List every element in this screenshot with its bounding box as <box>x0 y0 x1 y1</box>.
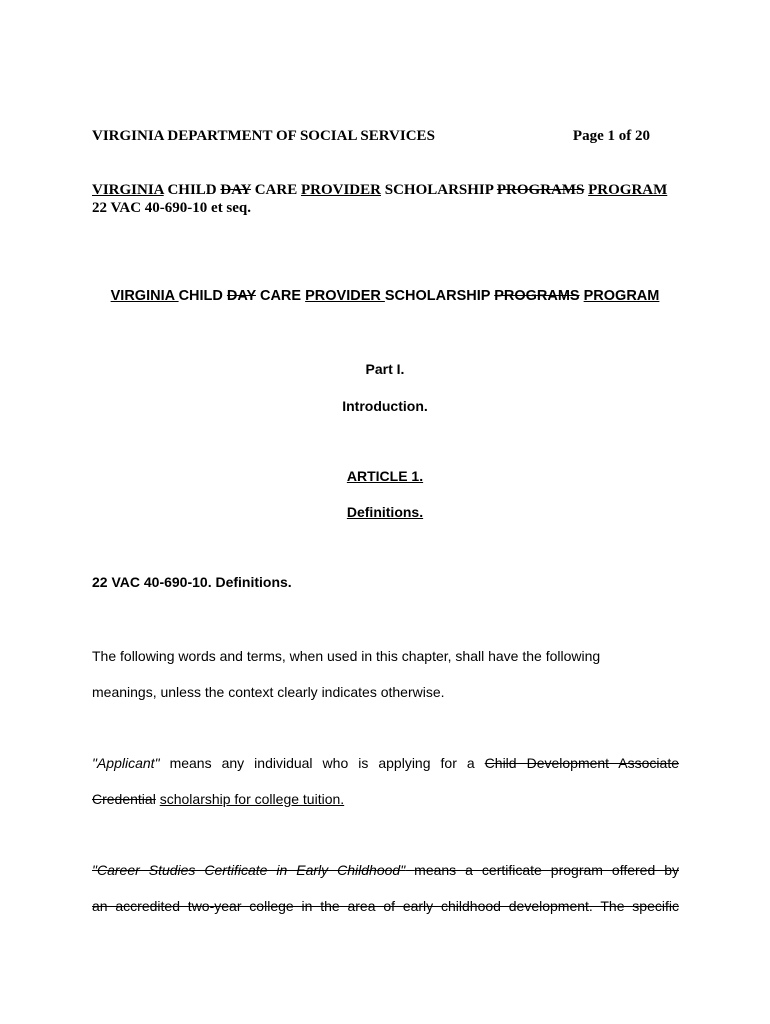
title-word-struck: PROGRAMS <box>496 182 585 198</box>
struck-text: Child Development Associate <box>484 755 680 771</box>
article-name <box>0 504 770 520</box>
article-name-text: Definitions. <box>346 504 424 520</box>
title-word-added: PROGRAM <box>588 182 668 198</box>
page-header <box>92 128 650 145</box>
added-text: scholarship for college tuition. <box>159 791 345 807</box>
article-label <box>0 468 770 484</box>
document-title <box>92 181 667 217</box>
title-word: SCHOLARSHIP <box>384 182 494 198</box>
section-title-word-added: PROVIDER <box>305 288 385 304</box>
definition-applicant <box>92 745 679 817</box>
section-heading: 22 VAC 40-690-10. Definitions. <box>92 574 292 590</box>
article-label-text: ARTICLE 1. <box>346 468 424 484</box>
definition-line <box>92 852 679 888</box>
document-title-line <box>92 181 667 199</box>
intro-paragraph <box>92 638 679 710</box>
section-title-word-struck: DAY <box>226 288 256 304</box>
definition-line <box>92 745 679 781</box>
section-title-word: SCHOLARSHIP <box>384 288 491 304</box>
title-word-added: VIRGINIA <box>92 182 164 198</box>
intro-line: meanings, unless the context clearly indicates otherwise. <box>92 684 445 700</box>
definition-line: an accredited two-year college in the area of early childhood development. The specific <box>92 898 679 914</box>
section-title-word-struck: PROGRAMS <box>494 288 580 304</box>
section-title-word: CHILD <box>178 288 223 304</box>
intro-line: The following words and terms, when used in this chapter, shall have the following <box>92 648 601 664</box>
title-word-added: PROVIDER <box>300 182 381 198</box>
page-number: Page 1 of 20 <box>572 128 650 144</box>
part-name: Introduction. <box>342 398 428 414</box>
title-word: CHILD <box>167 182 217 198</box>
section-title <box>0 288 770 304</box>
definition-career-studies <box>92 852 679 924</box>
title-word: CARE <box>254 182 298 198</box>
defined-term: "Career Studies Certificate in Early Childhood" <box>92 862 406 878</box>
definition-text: means a certificate program offered by <box>414 862 679 878</box>
definition-line <box>92 781 679 817</box>
title-word-struck: DAY <box>220 182 251 198</box>
defined-term: "Applicant" <box>92 755 160 771</box>
section-title-word-added: PROGRAM <box>583 288 660 304</box>
struck-text: Credential <box>92 791 156 807</box>
section-title-word: CARE <box>259 288 302 304</box>
document-citation: 22 VAC 40-690-10 et seq. <box>92 200 252 216</box>
definition-text: means any individual who is applying for a <box>169 755 475 771</box>
part-label: Part I. <box>365 361 405 377</box>
section-title-word-added: VIRGINIA <box>110 288 179 304</box>
agency-name: VIRGINIA DEPARTMENT OF SOCIAL SERVICES <box>92 128 435 144</box>
